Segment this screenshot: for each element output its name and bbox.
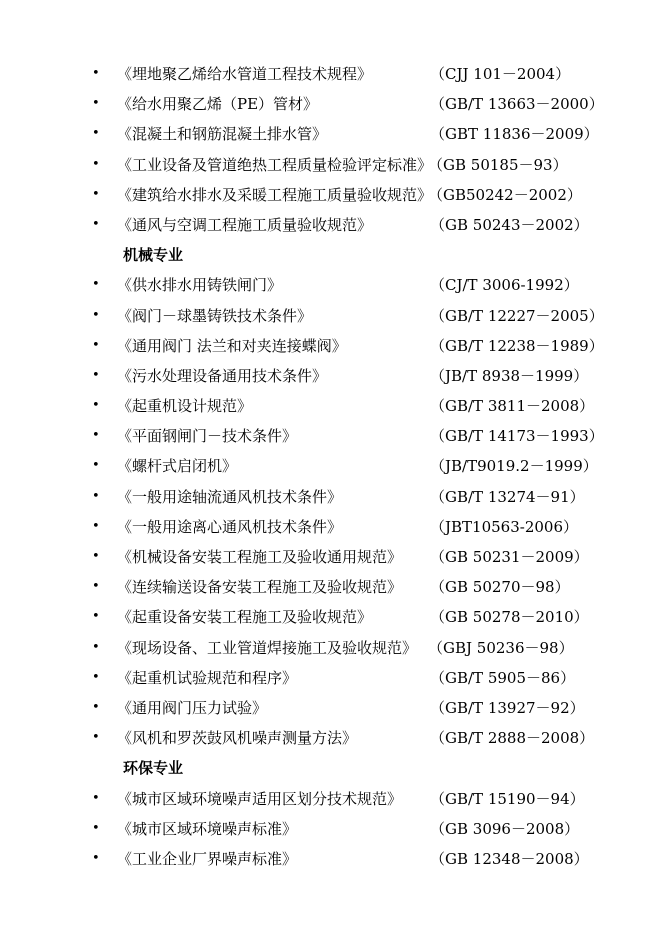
list-item [0, 844, 662, 874]
section-mechanical [0, 240, 662, 753]
bullet-icon: • [92, 518, 100, 534]
standard-title: 《一般用途离心通风机技术条件》 [117, 517, 343, 536]
bullet-icon: • [92, 428, 100, 444]
bullet-icon: • [92, 458, 100, 474]
standard-title: 《机械设备安装工程施工及验收通用规范》 [117, 548, 403, 566]
standard-title: 《混凝土和钢筋混凝土排水管》 [117, 125, 328, 144]
section-general [0, 59, 662, 240]
bullet-icon: • [92, 699, 100, 715]
list-item [0, 602, 662, 632]
bullet-icon: • [92, 307, 100, 323]
standard-title: 《平面钢闸门－技术条件》 [117, 427, 298, 446]
standard-code: （GB/T 5905－86） [430, 668, 576, 687]
standard-code: （GB/T 13927－92） [430, 698, 585, 717]
standard-code: （JB/T 8938－1999） [430, 366, 589, 385]
section-heading [0, 753, 662, 783]
list-item [0, 119, 662, 149]
standard-title: 《城市区域环境噪声适用区划分技术规范》 [117, 789, 403, 808]
standard-title: 《现场设备、工业管道焊接施工及验收规范》 [117, 638, 418, 657]
standard-code: （GB/T 15190－94） [430, 789, 585, 808]
bullet-icon: • [92, 216, 100, 232]
list-item [0, 391, 662, 421]
bullet-icon: • [92, 549, 100, 564]
standard-title: 《供水排水用铸铁闸门》 [117, 276, 283, 295]
standard-title: 《一般用途轴流通风机技术条件》 [117, 487, 343, 506]
list-item [0, 542, 662, 572]
standard-code: （JBT10563-2006） [430, 517, 579, 536]
standard-title: 《起重机设计规范》 [117, 397, 253, 416]
section-heading-text: 环保专业 [123, 759, 184, 778]
list-item [0, 572, 662, 602]
list-item [0, 301, 662, 331]
standard-title: 《起重设备安装工程施工及验收规范》 [117, 608, 373, 627]
bullet-icon: • [92, 669, 100, 685]
list-item [0, 512, 662, 542]
list-item [0, 421, 662, 451]
list-item [0, 482, 662, 512]
list-item [0, 663, 662, 693]
standard-code: （GB 50270－98） [430, 578, 570, 597]
standard-code: （GB 50243－2002） [430, 215, 589, 234]
standard-code: （CJJ 101－2004） [430, 65, 571, 83]
list-item [0, 89, 662, 119]
list-item [0, 59, 662, 89]
bullet-icon: • [92, 609, 100, 625]
list-item [0, 633, 662, 663]
bullet-icon: • [92, 579, 100, 595]
list-item [0, 784, 662, 814]
bullet-icon: • [92, 488, 100, 504]
standard-code: （GB 12348－2008） [430, 849, 589, 868]
bullet-icon: • [92, 337, 100, 353]
bullet-icon: • [92, 186, 100, 202]
standard-title: 《通用阀门压力试验》 [117, 698, 268, 717]
bullet-icon: • [92, 790, 100, 806]
standard-code: （GB/T 3811－2008） [430, 397, 595, 416]
standard-title: 《通用阀门 法兰和对夹连接蝶阀》 [117, 336, 347, 355]
bullet-icon: • [92, 277, 100, 293]
section-environmental [0, 753, 662, 874]
standards-list [0, 59, 662, 874]
standard-code: （GB/T 13663－2000） [430, 95, 604, 114]
list-item [0, 150, 662, 180]
section-heading-text: 机械专业 [123, 246, 184, 265]
bullet-icon: • [92, 66, 100, 81]
standard-title: 《通风与空调工程施工质量验收规范》 [117, 215, 373, 234]
standard-title: 《城市区域环境噪声标准》 [117, 819, 298, 838]
standard-code: （GB/T 2888－2008） [430, 729, 595, 748]
standard-code: （GBT 11836－2009） [430, 125, 599, 144]
standard-title: 《建筑给水排水及采暖工程施工质量验收规范》 [117, 185, 433, 204]
list-item [0, 270, 662, 300]
standard-code: （GB 50231－2009） [430, 548, 589, 566]
standard-code: （GB/T 12227－2005） [430, 306, 604, 325]
standard-code: （GB/T 12238－1989） [430, 336, 604, 355]
list-item [0, 361, 662, 391]
bullet-icon: • [92, 156, 100, 172]
standard-code: （CJ/T 3006-1992） [430, 276, 579, 295]
bullet-icon: • [92, 398, 100, 414]
list-item [0, 210, 662, 240]
standard-title: 《给水用聚乙烯（PE）管材》 [117, 95, 319, 114]
standard-title: 《起重机试验规范和程序》 [117, 668, 298, 687]
list-item [0, 331, 662, 361]
list-item [0, 693, 662, 723]
standard-title: 《连续输送设备安装工程施工及验收规范》 [117, 578, 403, 597]
list-item [0, 451, 662, 481]
bullet-icon: • [92, 96, 100, 112]
standard-code: （GBJ 50236－98） [428, 638, 574, 657]
bullet-icon: • [92, 730, 100, 746]
standard-code: （GB50242－2002） [428, 185, 582, 204]
standard-code: （GB/T 14173－1993） [430, 427, 604, 446]
bullet-icon: • [92, 639, 100, 655]
list-item [0, 723, 662, 753]
bullet-icon: • [92, 367, 100, 383]
bullet-icon: • [92, 126, 100, 142]
section-heading [0, 240, 662, 270]
standard-code: （GB/T 13274－91） [430, 487, 585, 506]
standard-title: 《风机和罗茨鼓风机噪声测量方法》 [117, 729, 358, 748]
standard-code: （GB 50185－93） [428, 155, 568, 174]
standard-title: 《螺杆式启闭机》 [117, 457, 238, 476]
bullet-icon: • [92, 820, 100, 836]
standard-code: （GB 3096－2008） [430, 819, 580, 838]
standard-title: 《阀门－球墨铸铁技术条件》 [117, 306, 313, 325]
standard-code: （JB/T9019.2－1999） [430, 457, 598, 476]
standard-title: 《工业企业厂界噪声标准》 [117, 849, 298, 868]
standard-title: 《埋地聚乙烯给水管道工程技术规程》 [117, 65, 373, 83]
standard-code: （GB 50278－2010） [430, 608, 589, 627]
standard-title: 《工业设备及管道绝热工程质量检验评定标准》 [117, 155, 433, 174]
standard-title: 《污水处理设备通用技术条件》 [117, 366, 328, 385]
bullet-icon: • [92, 850, 100, 866]
list-item [0, 814, 662, 844]
list-item [0, 180, 662, 210]
